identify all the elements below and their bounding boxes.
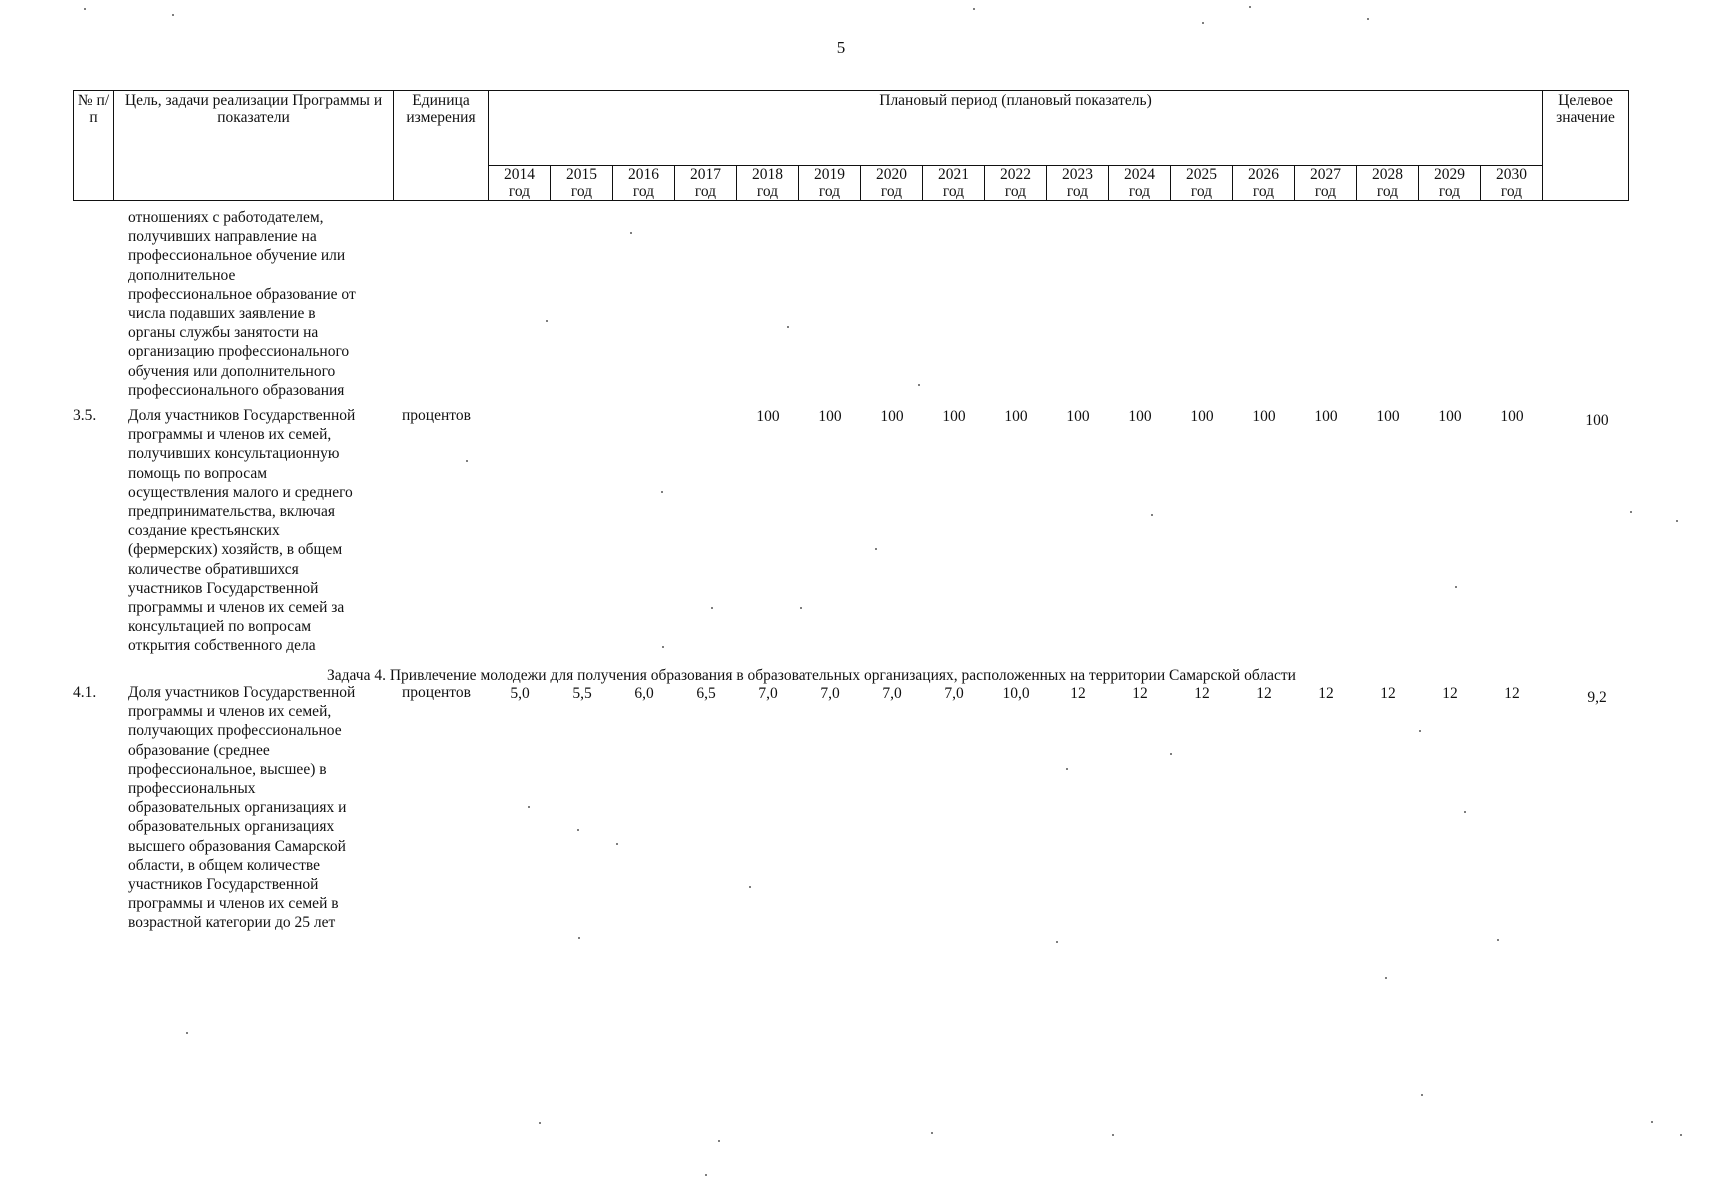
row-3_5-value-2019: 100 [818, 408, 842, 425]
scan-speck [539, 1122, 541, 1124]
row-4_1-value-2025: 12 [1194, 685, 1210, 702]
row-number-4-1: 4.1. [73, 684, 97, 701]
scan-speck [1680, 1134, 1682, 1136]
header-year-2025 [1171, 166, 1233, 201]
header-year-suffix: год [1500, 183, 1523, 200]
row-4_1-value-2015: 5,5 [572, 685, 592, 702]
scan-speck [718, 1140, 720, 1142]
row-3-5-unit: процентов [402, 407, 471, 424]
row-3_5-value-2022: 100 [1004, 408, 1028, 425]
scan-speck [630, 232, 632, 234]
header-year-suffix: год [942, 183, 965, 200]
header-year-number: 2024 [1124, 166, 1155, 183]
row-3_5-value-2030: 100 [1500, 408, 1524, 425]
header-year-2027 [1295, 166, 1357, 201]
scan-speck [172, 14, 174, 16]
header-year-suffix: год [570, 183, 593, 200]
header-year-number: 2016 [628, 166, 659, 183]
scan-speck [1170, 753, 1172, 755]
row-4-1-target: 9,2 [1587, 689, 1607, 706]
row-3_5-value-2026: 100 [1252, 408, 1276, 425]
scan-speck [466, 460, 468, 462]
indicator-table-header [73, 90, 1629, 201]
header-year-number: 2023 [1062, 166, 1093, 183]
header-year-suffix: год [1252, 183, 1275, 200]
header-year-2017 [675, 166, 737, 201]
scan-speck [546, 320, 548, 322]
header-year-2020 [861, 166, 923, 201]
header-year-number: 2014 [504, 166, 535, 183]
scan-speck [1367, 18, 1369, 20]
header-year-suffix: год [1314, 183, 1337, 200]
header-year-suffix: год [1066, 183, 1089, 200]
scan-speck [1112, 1134, 1114, 1136]
header-planned-period: Плановый период (плановый показатель) [489, 91, 1543, 166]
scan-speck [749, 886, 751, 888]
scan-speck [1249, 6, 1251, 8]
row-4_1-value-2021: 7,0 [944, 685, 964, 702]
header-year-2024 [1109, 166, 1171, 201]
row-3_5-value-2029: 100 [1438, 408, 1462, 425]
scan-speck [787, 326, 789, 328]
header-year-suffix: год [1190, 183, 1213, 200]
scan-speck [1066, 768, 1068, 770]
header-goal: Цель, задачи реализации Программы и показатели [114, 91, 394, 201]
row-4-1-unit: процентов [402, 684, 471, 701]
header-year-2021 [923, 166, 985, 201]
scan-speck [931, 1132, 933, 1134]
scan-speck [1651, 1121, 1653, 1123]
header-year-suffix: год [508, 183, 531, 200]
scan-speck [875, 548, 877, 550]
scan-speck [1455, 586, 1457, 588]
scan-speck [1421, 1094, 1423, 1096]
header-year-2015 [551, 166, 613, 201]
scan-speck [705, 1174, 707, 1176]
header-year-number: 2026 [1248, 166, 1279, 183]
scan-speck [1676, 520, 1678, 522]
header-target-value: Целевое значение [1543, 91, 1629, 201]
row-4_1-value-2016: 6,0 [634, 685, 654, 702]
scan-speck [84, 8, 86, 10]
scan-speck [1151, 514, 1153, 516]
header-year-2026 [1233, 166, 1295, 201]
header-year-2019 [799, 166, 861, 201]
header-year-number: 2017 [690, 166, 721, 183]
scan-speck [711, 607, 713, 609]
header-number: № п/п [74, 91, 114, 201]
row-3_5-value-2027: 100 [1314, 408, 1338, 425]
header-year-suffix: год [818, 183, 841, 200]
row-3-5-target: 100 [1585, 412, 1609, 429]
scan-speck [661, 491, 663, 493]
header-year-number: 2020 [876, 166, 907, 183]
header-year-number: 2018 [752, 166, 783, 183]
scan-speck [1419, 730, 1421, 732]
header-year-2023 [1047, 166, 1109, 201]
header-year-2029 [1419, 166, 1481, 201]
row-4_1-value-2017: 6,5 [696, 685, 716, 702]
header-year-suffix: год [1438, 183, 1461, 200]
scan-speck [662, 646, 664, 648]
header-year-number: 2029 [1434, 166, 1465, 183]
scan-speck [973, 8, 975, 10]
scan-speck [1464, 811, 1466, 813]
row-3_5-value-2024: 100 [1128, 408, 1152, 425]
header-year-number: 2025 [1186, 166, 1217, 183]
row-3-5-description: Доля участников Государственной программы и членов их семей, получивших консультационную помощь по вопросам осуществления малого и среднего предпринимательства, включая создание крестьянских (фермерских) хозяйств, в общем количестве обратившихся участников Государственной программы и членов их семей за консультацией по вопросам открытия собственного дела [128, 407, 356, 655]
header-year-2028 [1357, 166, 1419, 201]
task-4-heading: Задача 4. Привлечение молодежи для получения образования в образовательных организациях, расположенных на территории Самарской области [327, 667, 1296, 684]
row-3_5-value-2021: 100 [942, 408, 966, 425]
header-year-suffix: год [1004, 183, 1027, 200]
row-3_5-value-2018: 100 [756, 408, 780, 425]
row-4_1-value-2019: 7,0 [820, 685, 840, 702]
header-year-2022 [985, 166, 1047, 201]
scan-speck [1630, 511, 1632, 513]
header-year-number: 2030 [1496, 166, 1527, 183]
row-3_5-value-2023: 100 [1066, 408, 1090, 425]
row-4_1-value-2023: 12 [1070, 685, 1086, 702]
row-number-3-5: 3.5. [73, 407, 97, 424]
scan-speck [918, 384, 920, 386]
header-year-suffix: год [756, 183, 779, 200]
row-4_1-value-2022: 10,0 [1002, 685, 1030, 702]
row-4_1-value-2018: 7,0 [758, 685, 778, 702]
header-year-suffix: год [694, 183, 717, 200]
header-year-2030 [1481, 166, 1543, 201]
header-year-2016 [613, 166, 675, 201]
row-4_1-value-2028: 12 [1380, 685, 1396, 702]
header-year-2014 [489, 166, 551, 201]
row-4-1-description: Доля участников Государственной программы и членов их семей, получающих профессиональное образование (среднее профессиональное, высшее) в профессиональных образовательных организациях и образовательных организациях высшего образования Самарской области, в общем количестве участников Государственной программы и членов их семей в возрастной категории до 25 лет [128, 684, 356, 932]
header-year-suffix: год [1376, 183, 1399, 200]
header-year-suffix: год [880, 183, 903, 200]
page-number: 5 [836, 38, 846, 57]
scan-speck [1497, 939, 1499, 941]
scan-speck [186, 1032, 188, 1034]
row-4_1-value-2027: 12 [1318, 685, 1334, 702]
row-3_5-value-2025: 100 [1190, 408, 1214, 425]
scan-speck [616, 843, 618, 845]
continued-indicator-text: отношениях с работодателем, получивших направление на профессиональное обучение или дополнительное профессиональное образование от числа подавших заявление в органы службы занятости на организацию профессионального обучения или дополнительного профессионального образования [128, 209, 356, 399]
row-4_1-value-2026: 12 [1256, 685, 1272, 702]
header-year-number: 2022 [1000, 166, 1031, 183]
header-year-suffix: год [632, 183, 655, 200]
row-4_1-value-2030: 12 [1504, 685, 1520, 702]
header-year-number: 2021 [938, 166, 969, 183]
scan-speck [528, 806, 530, 808]
header-year-number: 2019 [814, 166, 845, 183]
scan-speck [1056, 941, 1058, 943]
header-unit: Единица измерения [394, 91, 489, 201]
row-4_1-value-2020: 7,0 [882, 685, 902, 702]
scan-speck [577, 829, 579, 831]
row-3_5-value-2028: 100 [1376, 408, 1400, 425]
header-year-suffix: год [1128, 183, 1151, 200]
row-3_5-value-2020: 100 [880, 408, 904, 425]
scan-speck [1385, 977, 1387, 979]
row-4_1-value-2014: 5,0 [510, 685, 530, 702]
row-4_1-value-2024: 12 [1132, 685, 1148, 702]
scan-speck [578, 937, 580, 939]
header-year-number: 2028 [1372, 166, 1403, 183]
scan-speck [1202, 22, 1204, 24]
row-4_1-value-2029: 12 [1442, 685, 1458, 702]
header-year-2018 [737, 166, 799, 201]
header-year-number: 2015 [566, 166, 597, 183]
scan-speck [800, 607, 802, 609]
header-year-number: 2027 [1310, 166, 1341, 183]
